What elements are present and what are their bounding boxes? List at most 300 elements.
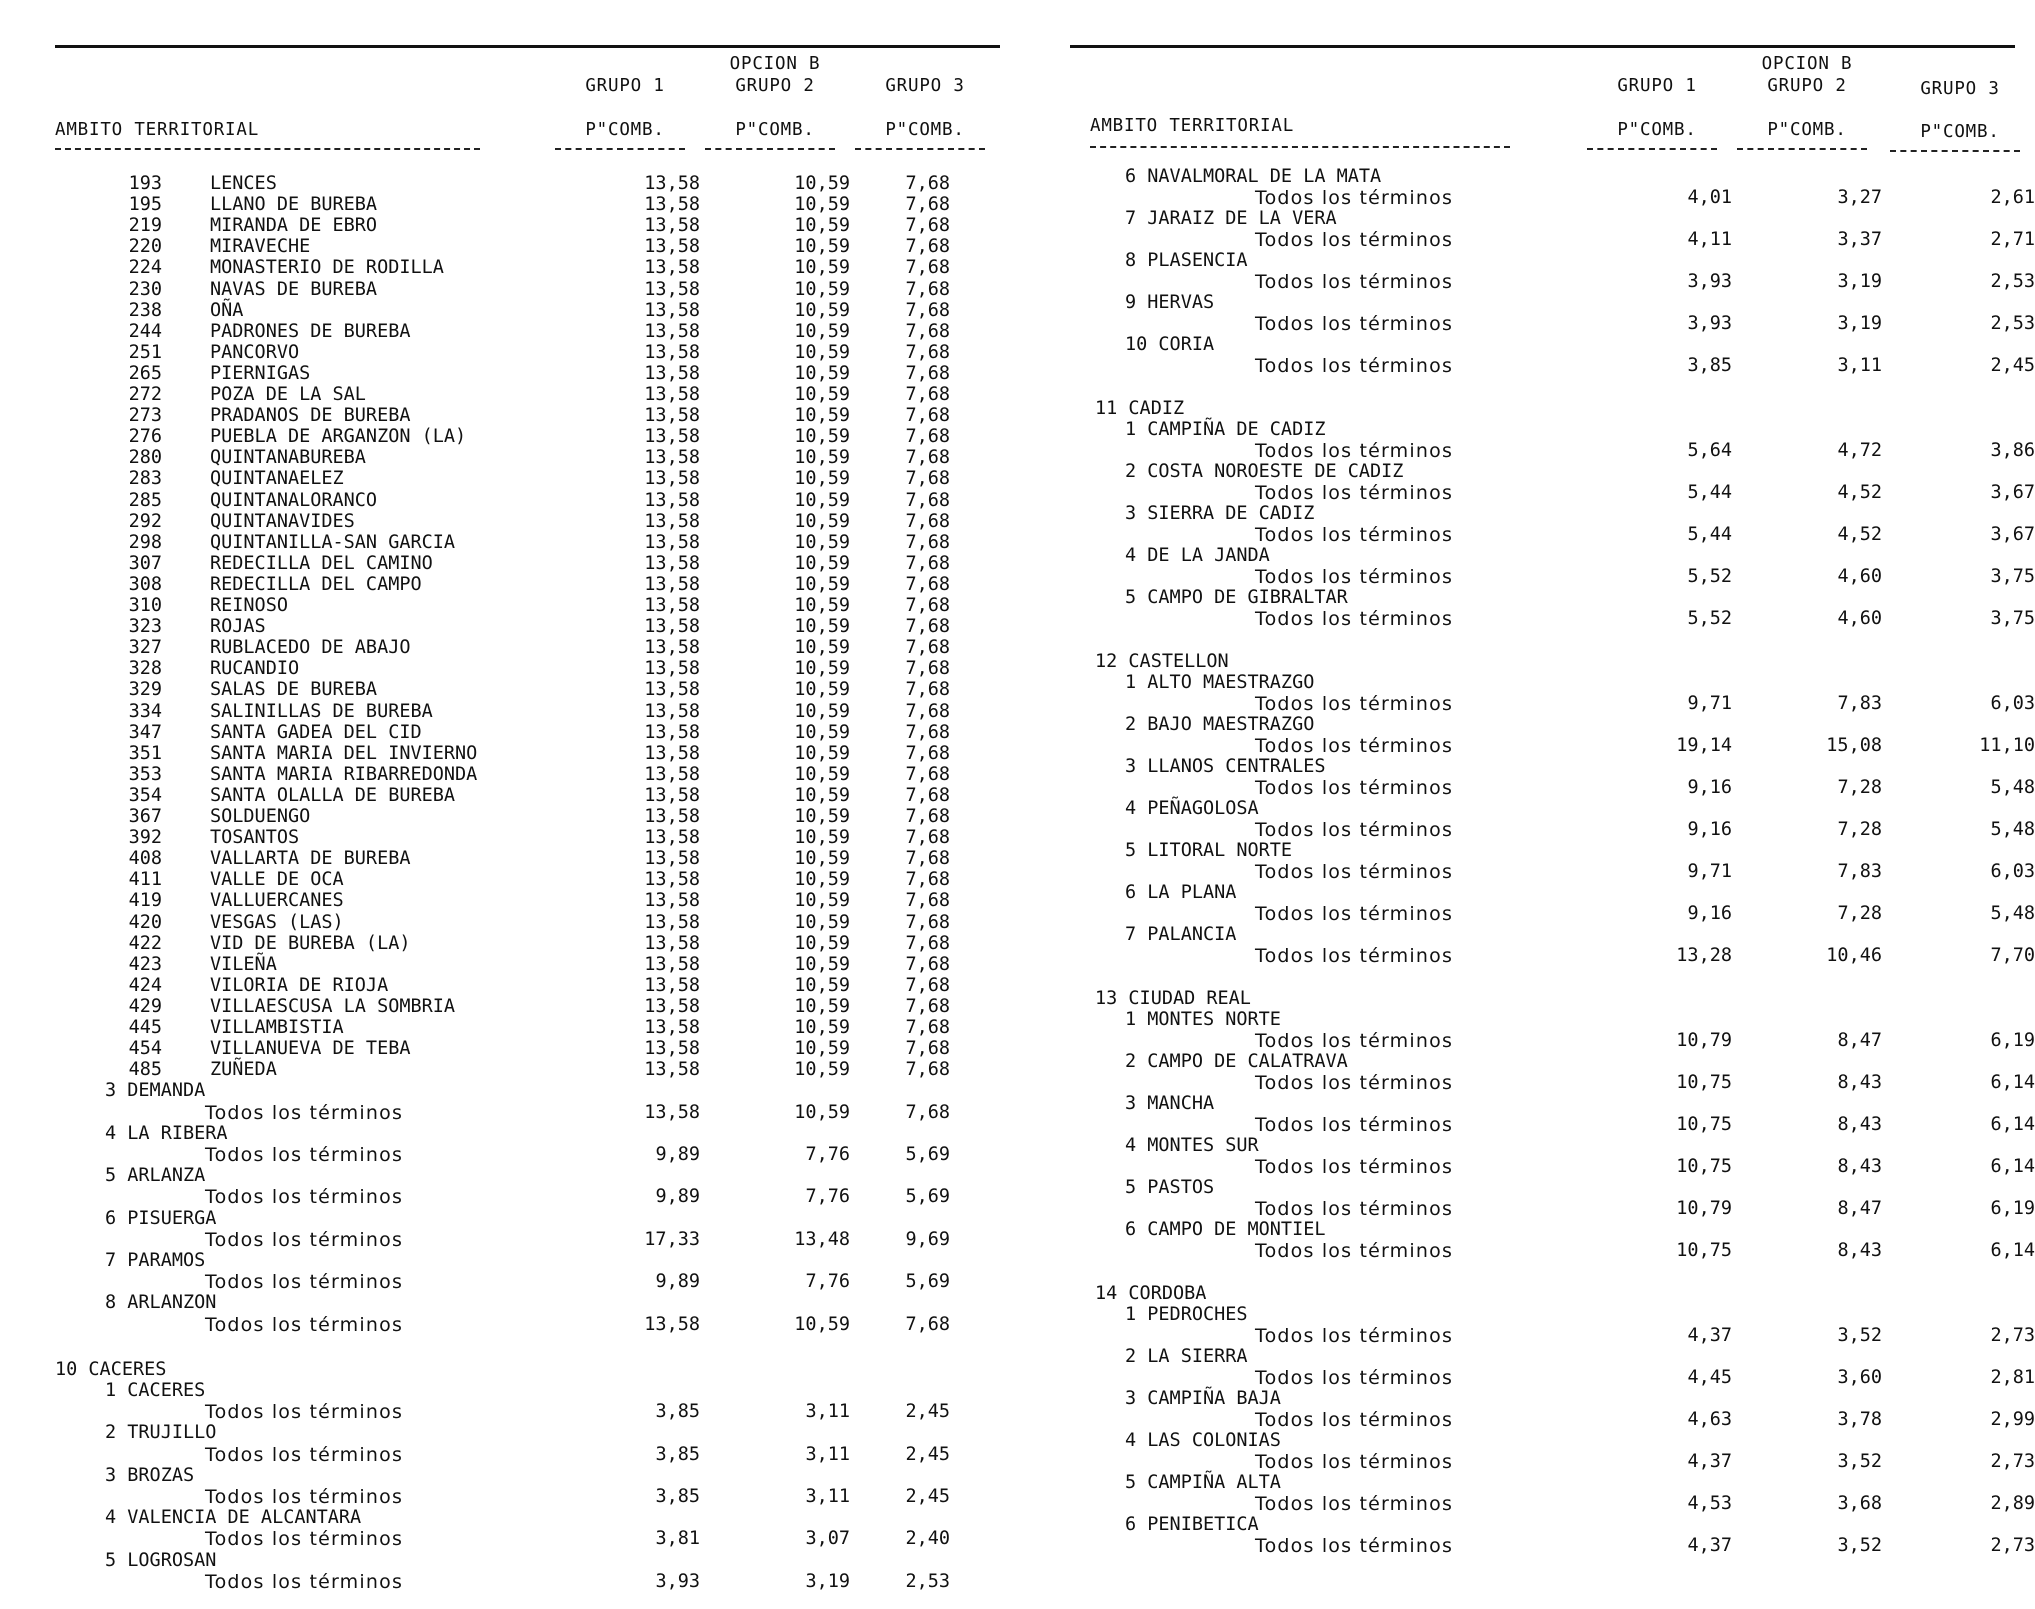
all-terms-label: Todos los términos <box>1255 229 1454 251</box>
value-grupo-2: 10,59 <box>794 911 850 933</box>
header-opcion: OPCION B <box>729 54 821 74</box>
value-grupo-2: 8,43 <box>1837 1240 1882 1261</box>
table-row <box>1070 355 2035 377</box>
comarca-name: 3 BROZAS <box>105 1464 195 1486</box>
value-grupo-2: 3,07 <box>805 1528 850 1550</box>
all-terms-label: Todos los términos <box>205 1228 404 1251</box>
table-row <box>1070 945 2035 967</box>
table-row <box>55 1102 1000 1124</box>
comarca-row <box>55 1550 1000 1572</box>
value-grupo-2: 3,27 <box>1837 187 1882 208</box>
value-grupo-1: 4,63 <box>1687 1409 1732 1430</box>
municipio-name: SANTA MARIA DEL INVIERNO <box>210 742 478 764</box>
comarca-row <box>1070 1430 2015 1452</box>
value-grupo-2: 4,72 <box>1837 440 1882 461</box>
comarca-row <box>55 1465 1000 1487</box>
table-row <box>1070 229 2035 251</box>
value-grupo-1: 13,58 <box>644 215 700 237</box>
value-grupo-2: 10,59 <box>794 278 850 300</box>
left-column <box>55 0 1000 1609</box>
comarca-name: 5 ARLANZA <box>105 1165 206 1187</box>
value-grupo-3: 6,03 <box>1990 693 2035 714</box>
comarca-row <box>1070 461 2015 483</box>
value-grupo-2: 10,59 <box>794 468 850 490</box>
value-grupo-3: 7,68 <box>905 637 950 659</box>
value-grupo-1: 13,58 <box>644 194 700 216</box>
comarca-row <box>1070 1346 2015 1368</box>
comarca-name: 3 MANCHA <box>1125 1093 1215 1114</box>
value-grupo-1: 3,85 <box>1687 355 1732 376</box>
value-grupo-2: 10,59 <box>794 405 850 427</box>
value-grupo-3: 7,68 <box>905 700 950 722</box>
province-row <box>1070 398 2015 420</box>
table-row <box>55 553 1000 575</box>
value-grupo-1: 13,58 <box>644 742 700 764</box>
all-terms-label: Todos los términos <box>205 1271 404 1294</box>
table-row <box>55 996 1000 1018</box>
municipio-name: VILEÑA <box>210 953 277 975</box>
value-grupo-2: 8,43 <box>1837 1156 1882 1177</box>
header-ambito: AMBITO TERRITORIAL <box>55 120 260 140</box>
table-row <box>55 1486 1000 1508</box>
all-terms-label: Todos los términos <box>1255 608 1454 630</box>
value-grupo-3: 7,68 <box>905 531 950 553</box>
header-ambito: AMBITO TERRITORIAL <box>1090 116 1295 136</box>
value-grupo-1: 5,64 <box>1687 440 1732 461</box>
value-grupo-1: 13,58 <box>644 1101 700 1123</box>
comarca-row <box>1070 1051 2015 1073</box>
value-grupo-2: 4,60 <box>1837 566 1882 587</box>
comarca-name: 1 PEDROCHES <box>1125 1304 1248 1325</box>
table-row <box>55 975 1000 997</box>
value-grupo-1: 3,85 <box>655 1401 700 1423</box>
value-grupo-2: 10,59 <box>794 742 850 764</box>
comarca-row <box>1070 1135 2015 1157</box>
all-terms-label: Todos los términos <box>205 1570 404 1593</box>
value-grupo-1: 13,58 <box>644 637 700 659</box>
comarca-row <box>1070 714 2015 736</box>
municipio-name: MIRANDA DE EBRO <box>210 215 378 237</box>
table-row <box>55 722 1000 744</box>
municipio-code: 445 <box>128 1017 162 1038</box>
value-grupo-3: 2,45 <box>905 1401 950 1423</box>
header-rule-1 <box>1587 148 1717 150</box>
value-grupo-1: 13,58 <box>644 362 700 384</box>
value-grupo-2: 10,59 <box>794 700 850 722</box>
comarca-name: 6 NAVALMORAL DE LA MATA <box>1125 166 1382 187</box>
table-row <box>55 574 1000 596</box>
municipio-name: QUINTANAVIDES <box>210 510 355 532</box>
value-grupo-2: 7,76 <box>805 1271 850 1293</box>
table-row <box>55 954 1000 976</box>
table-row <box>1070 1325 2035 1347</box>
table-row <box>55 764 1000 786</box>
municipio-code: 272 <box>128 384 162 405</box>
value-grupo-2: 10,59 <box>794 299 850 321</box>
all-terms-label: Todos los términos <box>205 1528 404 1551</box>
value-grupo-2: 3,52 <box>1837 1535 1882 1556</box>
value-grupo-1: 9,71 <box>1687 693 1732 714</box>
value-grupo-2: 3,37 <box>1837 229 1882 250</box>
value-grupo-1: 13,58 <box>644 573 700 595</box>
value-grupo-3: 6,14 <box>1990 1156 2035 1177</box>
municipio-name: SANTA OLALLA DE BUREBA <box>210 784 456 806</box>
value-grupo-2: 3,60 <box>1837 1367 1882 1388</box>
value-grupo-3: 2,73 <box>1990 1535 2035 1556</box>
comarca-row <box>1070 1177 2015 1199</box>
header-pcomb-3: P"COMB. <box>1920 122 2000 142</box>
comarca-row <box>1070 250 2015 272</box>
value-grupo-1: 9,89 <box>655 1143 700 1165</box>
comarca-name: 4 LA RIBERA <box>105 1122 228 1144</box>
header-rule-2 <box>705 148 835 150</box>
municipio-name: NAVAS DE BUREBA <box>210 278 378 300</box>
value-grupo-2: 10,59 <box>794 320 850 342</box>
comarca-name: 9 HERVAS <box>1125 292 1215 313</box>
all-terms-label: Todos los términos <box>1255 1451 1454 1473</box>
value-grupo-3: 2,53 <box>1990 271 2035 292</box>
value-grupo-2: 10,59 <box>794 1313 850 1335</box>
province-name: 10 CACERES <box>55 1358 167 1380</box>
value-grupo-1: 13,58 <box>644 679 700 701</box>
value-grupo-3: 7,68 <box>905 489 950 511</box>
table-row <box>55 743 1000 765</box>
value-grupo-3: 7,68 <box>905 1038 950 1060</box>
municipio-name: VILLANUEVA DE TEBA <box>210 1038 411 1060</box>
all-terms-label: Todos los términos <box>1255 693 1454 715</box>
table-row <box>55 257 1000 279</box>
value-grupo-2: 10,59 <box>794 784 850 806</box>
value-grupo-1: 4,37 <box>1687 1535 1732 1556</box>
value-grupo-2: 3,19 <box>1837 271 1882 292</box>
municipio-code: 429 <box>128 995 162 1017</box>
value-grupo-2: 10,46 <box>1826 945 1882 966</box>
comarca-name: 1 CACERES <box>105 1379 206 1401</box>
municipio-code: 195 <box>128 194 162 216</box>
value-grupo-1: 9,16 <box>1687 777 1732 798</box>
table-row <box>1070 482 2035 504</box>
value-grupo-1: 13,58 <box>644 173 700 194</box>
municipio-code: 308 <box>128 573 162 595</box>
municipio-code: 310 <box>128 595 162 616</box>
municipio-name: VILLAMBISTIA <box>210 1017 344 1038</box>
value-grupo-2: 3,11 <box>805 1401 850 1423</box>
value-grupo-3: 7,68 <box>905 552 950 574</box>
value-grupo-3: 7,68 <box>905 257 950 279</box>
value-grupo-3: 2,61 <box>1990 187 2035 208</box>
comarca-row <box>1070 1388 2015 1410</box>
value-grupo-1: 4,37 <box>1687 1325 1732 1346</box>
value-grupo-1: 13,58 <box>644 468 700 490</box>
comarca-row <box>1070 334 2015 356</box>
header-pcomb-1: P"COMB. <box>1617 120 1697 140</box>
value-grupo-2: 4,60 <box>1837 608 1882 629</box>
municipio-name: QUINTANALORANCO <box>210 489 378 511</box>
municipio-code: 329 <box>128 679 162 701</box>
value-grupo-3: 3,75 <box>1990 566 2035 587</box>
table-row <box>1070 1535 2035 1557</box>
value-grupo-3: 6,19 <box>1990 1030 2035 1051</box>
municipio-name: PRADANOS DE BUREBA <box>210 405 411 427</box>
value-grupo-2: 10,59 <box>794 552 850 574</box>
value-grupo-1: 9,16 <box>1687 819 1732 840</box>
value-grupo-3: 7,68 <box>905 1313 950 1335</box>
top-rule <box>55 45 1000 48</box>
all-terms-label: Todos los términos <box>205 1401 404 1424</box>
comarca-row <box>55 1250 1000 1272</box>
value-grupo-1: 13,58 <box>644 784 700 806</box>
value-grupo-1: 5,44 <box>1687 524 1732 545</box>
table-row <box>55 300 1000 322</box>
table-row <box>55 701 1000 723</box>
municipio-name: VALLARTA DE BUREBA <box>210 848 411 870</box>
value-grupo-1: 9,71 <box>1687 861 1732 882</box>
value-grupo-3: 5,48 <box>1990 777 2035 798</box>
comarca-row <box>1070 166 2015 188</box>
value-grupo-1: 4,37 <box>1687 1451 1732 1472</box>
value-grupo-1: 3,81 <box>655 1528 700 1550</box>
all-terms-label: Todos los términos <box>1255 271 1454 293</box>
value-grupo-3: 7,68 <box>905 784 950 806</box>
municipio-code: 454 <box>128 1038 162 1060</box>
value-grupo-2: 10,59 <box>794 995 850 1017</box>
table-row <box>55 869 1000 891</box>
value-grupo-1: 3,93 <box>1687 271 1732 292</box>
value-grupo-3: 7,68 <box>905 595 950 616</box>
table-row <box>55 785 1000 807</box>
value-grupo-1: 13,58 <box>644 995 700 1017</box>
comarca-name: 5 PASTOS <box>1125 1177 1215 1198</box>
value-grupo-1: 13,58 <box>644 447 700 469</box>
value-grupo-2: 3,19 <box>1837 313 1882 334</box>
table-row <box>55 405 1000 427</box>
value-grupo-1: 3,85 <box>655 1443 700 1465</box>
table-row <box>1070 1198 2035 1220</box>
value-grupo-3: 2,45 <box>1990 355 2035 376</box>
table-row <box>55 1528 1000 1550</box>
comarca-row <box>1070 1009 2015 1031</box>
header-rule-2 <box>1737 148 1867 150</box>
municipio-code: 224 <box>128 257 162 279</box>
header-pcomb-2: P"COMB. <box>1767 120 1847 140</box>
municipio-code: 244 <box>128 320 162 342</box>
value-grupo-3: 11,10 <box>1979 735 2035 756</box>
table-row <box>55 827 1000 849</box>
value-grupo-3: 3,67 <box>1990 482 2035 503</box>
comarca-row <box>55 1380 1000 1402</box>
municipio-code: 423 <box>128 953 162 975</box>
table-row <box>55 595 1000 617</box>
value-grupo-2: 4,52 <box>1837 524 1882 545</box>
value-grupo-3: 7,68 <box>905 1059 950 1081</box>
municipio-name: PANCORVO <box>210 341 300 363</box>
value-grupo-1: 13,58 <box>644 405 700 427</box>
header-rule-3 <box>855 148 985 150</box>
municipio-code: 351 <box>128 742 162 764</box>
header-grupo1: GRUPO 1 <box>1617 76 1697 96</box>
comarca-row <box>1070 756 2015 778</box>
value-grupo-1: 13,58 <box>644 616 700 638</box>
value-grupo-1: 13,58 <box>644 1038 700 1060</box>
value-grupo-1: 13,58 <box>644 1017 700 1038</box>
value-grupo-2: 15,08 <box>1826 735 1882 756</box>
all-terms-label: Todos los términos <box>205 1186 404 1209</box>
value-grupo-3: 2,89 <box>1990 1493 2035 1514</box>
value-grupo-1: 9,89 <box>655 1271 700 1293</box>
all-terms-label: Todos los términos <box>1255 861 1454 883</box>
value-grupo-2: 7,28 <box>1837 777 1882 798</box>
all-terms-label: Todos los términos <box>1255 1198 1454 1220</box>
value-grupo-3: 7,68 <box>905 827 950 849</box>
value-grupo-1: 13,58 <box>644 595 700 616</box>
value-grupo-1: 3,93 <box>655 1570 700 1592</box>
municipio-name: QUINTANABUREBA <box>210 447 366 469</box>
value-grupo-2: 10,59 <box>794 1017 850 1038</box>
value-grupo-3: 7,68 <box>905 341 950 363</box>
all-terms-label: Todos los términos <box>1255 1030 1454 1052</box>
value-grupo-1: 10,75 <box>1676 1156 1732 1177</box>
all-terms-label: Todos los términos <box>1255 482 1454 504</box>
province-row <box>55 1359 1000 1381</box>
value-grupo-3: 7,68 <box>905 362 950 384</box>
header-opcion: OPCION B <box>1761 54 1853 74</box>
value-grupo-1: 13,58 <box>644 763 700 785</box>
value-grupo-3: 2,71 <box>1990 229 2035 250</box>
header-rule-3 <box>1890 150 2020 152</box>
value-grupo-3: 7,68 <box>905 658 950 680</box>
municipio-code: 327 <box>128 637 162 659</box>
municipio-code: 283 <box>128 468 162 490</box>
value-grupo-2: 10,59 <box>794 489 850 511</box>
comarca-row <box>55 1208 1000 1230</box>
value-grupo-1: 13,58 <box>644 700 700 722</box>
value-grupo-2: 3,52 <box>1837 1451 1882 1472</box>
comarca-name: 10 CORIA <box>1125 334 1215 355</box>
comarca-name: 1 MONTES NORTE <box>1125 1009 1281 1030</box>
table-row <box>1070 903 2035 925</box>
municipio-code: 408 <box>128 848 162 870</box>
municipio-code: 392 <box>128 827 162 849</box>
all-terms-label: Todos los términos <box>1255 566 1454 588</box>
municipio-name: ROJAS <box>210 616 266 638</box>
value-grupo-3: 6,14 <box>1990 1072 2035 1093</box>
municipio-code: 230 <box>128 278 162 300</box>
municipio-name: REDECILLA DEL CAMINO <box>210 552 433 574</box>
comarca-row <box>1070 882 2015 904</box>
table-row <box>55 1059 1000 1081</box>
value-grupo-1: 10,75 <box>1676 1114 1732 1135</box>
value-grupo-3: 7,68 <box>905 405 950 427</box>
table-row <box>55 447 1000 469</box>
value-grupo-3: 5,69 <box>905 1186 950 1208</box>
table-row <box>1070 777 2035 799</box>
value-grupo-2: 10,59 <box>794 1059 850 1081</box>
municipio-name: PIERNIGAS <box>210 362 311 384</box>
municipio-code: 347 <box>128 721 162 743</box>
table-row <box>55 194 1000 216</box>
municipio-name: REINOSO <box>210 595 288 616</box>
value-grupo-1: 19,14 <box>1676 735 1732 756</box>
comarca-name: 5 LITORAL NORTE <box>1125 840 1293 861</box>
value-grupo-2: 10,59 <box>794 848 850 870</box>
header-pcomb-2: P"COMB. <box>735 120 815 140</box>
table-row <box>55 1571 1000 1593</box>
value-grupo-2: 7,28 <box>1837 903 1882 924</box>
table-row <box>55 384 1000 406</box>
value-grupo-3: 7,68 <box>905 848 950 870</box>
all-terms-label: Todos los términos <box>1255 903 1454 925</box>
table-row <box>1070 271 2035 293</box>
value-grupo-1: 13,58 <box>644 299 700 321</box>
value-grupo-1: 17,33 <box>644 1228 700 1250</box>
table-row <box>1070 1451 2035 1473</box>
all-terms-label: Todos los términos <box>1255 313 1454 335</box>
value-grupo-3: 5,48 <box>1990 903 2035 924</box>
table-row <box>55 1144 1000 1166</box>
comarca-name: 3 SIERRA DE CADIZ <box>1125 503 1315 524</box>
municipio-name: SALINILLAS DE BUREBA <box>210 700 433 722</box>
value-grupo-1: 10,79 <box>1676 1030 1732 1051</box>
table-row <box>55 468 1000 490</box>
comarca-name: 2 LA SIERRA <box>1125 1346 1248 1367</box>
header-grupo3: GRUPO 3 <box>1920 79 2000 99</box>
all-terms-label: Todos los términos <box>1255 819 1454 841</box>
table-row <box>55 806 1000 828</box>
comarca-name: 6 LA PLANA <box>1125 882 1237 903</box>
municipio-name: MIRAVECHE <box>210 236 311 258</box>
municipio-name: VILLAESCUSA LA SOMBRIA <box>210 995 456 1017</box>
value-grupo-3: 5,69 <box>905 1271 950 1293</box>
value-grupo-3: 7,68 <box>905 953 950 975</box>
comarca-row <box>1070 840 2015 862</box>
province-row <box>1070 1283 2015 1305</box>
comarca-row <box>1070 292 2015 314</box>
comarca-row <box>1070 924 2015 946</box>
municipio-code: 251 <box>128 341 162 363</box>
value-grupo-3: 2,99 <box>1990 1409 2035 1430</box>
value-grupo-1: 10,75 <box>1676 1072 1732 1093</box>
value-grupo-1: 13,58 <box>644 341 700 363</box>
all-terms-label: Todos los términos <box>205 1485 404 1508</box>
value-grupo-1: 13,58 <box>644 658 700 680</box>
value-grupo-2: 10,59 <box>794 531 850 553</box>
municipio-code: 298 <box>128 531 162 553</box>
municipio-code: 334 <box>128 700 162 722</box>
value-grupo-2: 7,28 <box>1837 819 1882 840</box>
value-grupo-3: 2,53 <box>905 1570 950 1592</box>
table-row <box>1070 1240 2035 1262</box>
municipio-name: QUINTANAELEZ <box>210 468 344 490</box>
table-row <box>1070 524 2035 546</box>
table-row <box>55 215 1000 237</box>
value-grupo-1: 13,58 <box>644 510 700 532</box>
comarca-row <box>1070 672 2015 694</box>
all-terms-label: Todos los términos <box>1255 524 1454 546</box>
comarca-name: 1 ALTO MAESTRAZGO <box>1125 672 1315 693</box>
value-grupo-2: 10,59 <box>794 384 850 405</box>
value-grupo-3: 3,75 <box>1990 608 2035 629</box>
value-grupo-3: 7,68 <box>905 1017 950 1038</box>
value-grupo-1: 9,89 <box>655 1186 700 1208</box>
value-grupo-3: 7,68 <box>905 911 950 933</box>
comarca-row <box>1070 1219 2015 1241</box>
value-grupo-2: 10,59 <box>794 806 850 827</box>
province-row <box>1070 988 2015 1010</box>
comarca-row <box>1070 545 2015 567</box>
comarca-name: 5 CAMPIÑA ALTA <box>1125 1472 1281 1493</box>
value-grupo-1: 13,58 <box>644 869 700 891</box>
province-name: 11 CADIZ <box>1095 398 1185 419</box>
